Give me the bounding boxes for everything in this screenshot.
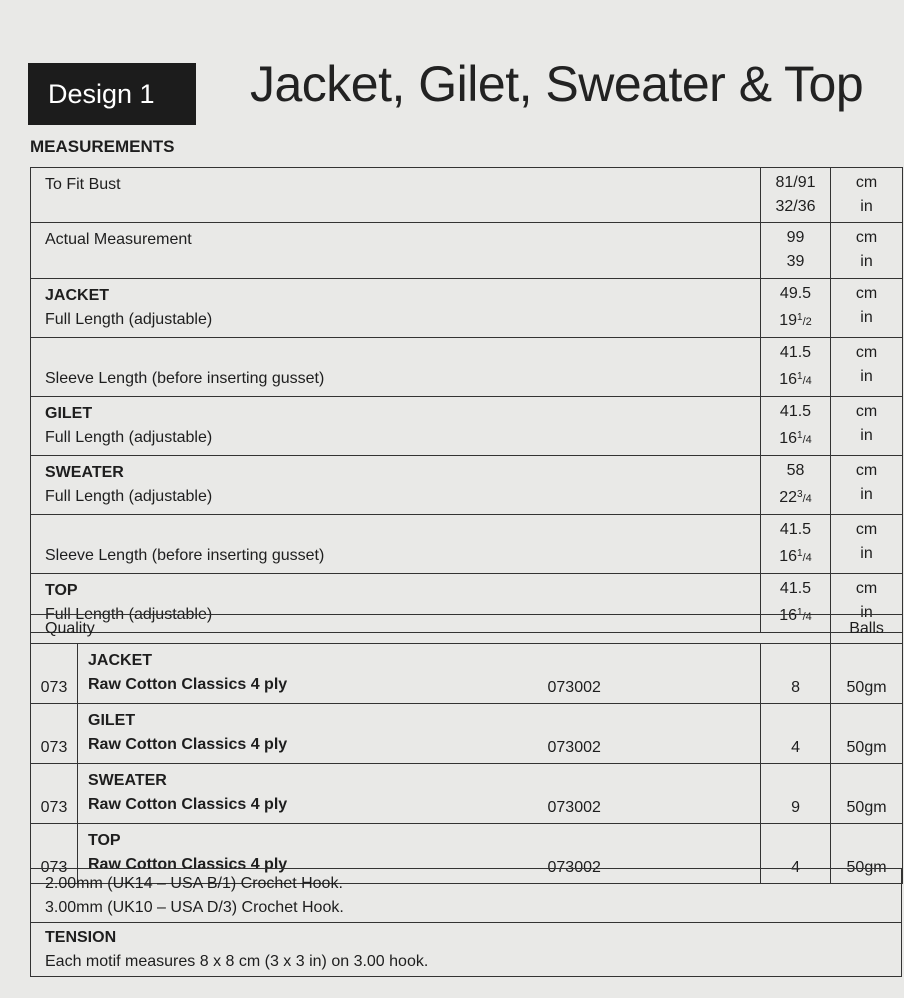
group-heading: SWEATER [45,464,124,481]
measurement-label: Full Length (adjustable) [45,311,213,328]
yarn-name: Raw Cotton Classics 4 ply [88,796,288,813]
value-in: 39 [786,253,805,270]
value-in: $19^1/2$ [779,312,812,329]
unit-in: in [860,198,873,215]
design-badge: Design 1 [28,63,196,125]
value-cm: 41.5 [779,403,812,420]
yarn-name: Raw Cotton Classics 4 ply [88,676,288,693]
unit-cm: cm [855,403,878,420]
value-cm: 41.5 [779,344,812,361]
measurement-label: Sleeve Length (before inserting gusset) [45,547,325,564]
value-in: $16^1/4$ [779,371,812,388]
measurement-row [31,456,903,515]
value-in: $16^1/4$ [779,607,812,624]
shade-code: 073002 [548,704,761,764]
unit-cm: cm [855,521,878,538]
yarn-code: 073 [31,644,78,704]
balls-count: 9 [761,764,831,824]
hook-line: 2.00mm (UK14 – USA B/1) Crochet Hook. [45,875,343,892]
measurement-label: Sleeve Length (before inserting gusset) [45,370,325,387]
balls-count: 4 [761,824,831,884]
unit-in: in [860,604,873,621]
quality-header: Quality [31,615,831,644]
measurement-label: To Fit Bust [45,176,121,193]
group-heading: TOP [88,832,121,849]
value-cm: 99 [786,229,805,246]
group-heading: TOP [45,582,78,599]
quality-header-row [31,615,903,644]
unit-cm: cm [855,229,878,246]
unit-cm: cm [855,344,878,361]
measurement-row [31,515,903,574]
measurements-heading: MEASUREMENTS [30,137,175,156]
group-heading: JACKET [45,287,110,304]
value-cm: 58 [786,462,805,479]
value-in: 32/36 [775,198,816,215]
yarn-code: 073 [31,764,78,824]
unit-in: in [860,368,873,385]
measurement-row [31,397,903,456]
unit-in: in [860,253,873,270]
measurement-label: Actual Measurement [45,231,192,248]
value-cm: 41.5 [779,580,812,597]
hooks-row [31,869,902,923]
tension-heading: TENSION [45,929,117,946]
unit-in: in [860,486,873,503]
value-in: $16^1/4$ [779,548,812,565]
group-heading: GILET [45,405,93,422]
page-title: Jacket, Gilet, Sweater & Top [250,56,864,112]
quality-table [30,614,903,884]
shade-code: 073002 [548,644,761,704]
shade-code: 073002 [548,824,761,884]
hook-line: 3.00mm (UK10 – USA D/3) Crochet Hook. [45,899,344,916]
balls-count: 8 [761,644,831,704]
yarn-name: Raw Cotton Classics 4 ply [88,856,288,873]
ball-weight: 50gm [831,704,903,764]
yarn-code: 073 [31,704,78,764]
ball-weight: 50gm [831,764,903,824]
unit-in: in [860,309,873,326]
balls-header: Balls [831,615,903,644]
measurement-label: Full Length (adjustable) [45,429,213,446]
ball-weight: 50gm [831,824,903,884]
measurements-table [30,167,903,633]
value-cm: 49.5 [779,285,812,302]
measurement-row [31,279,903,338]
value-in: $16^1/4$ [779,430,812,447]
group-heading: GILET [88,712,136,729]
unit-cm: cm [855,580,878,597]
value-cm: 81/91 [775,174,816,191]
notes-table [30,868,902,977]
unit-cm: cm [855,285,878,302]
value-cm: 41.5 [779,521,812,538]
unit-cm: cm [855,174,878,191]
measurement-row [31,338,903,397]
quality-row [31,764,903,824]
group-heading: SWEATER [88,772,167,789]
measurement-row [31,223,903,279]
unit-in: in [860,427,873,444]
balls-count: 4 [761,704,831,764]
measurement-label: Full Length (adjustable) [45,488,213,505]
unit-cm: cm [855,462,878,479]
tension-text: Each motif measures 8 x 8 cm (3 x 3 in) on 3.00 hook. [45,953,429,970]
shade-code: 073002 [548,764,761,824]
unit-in: in [860,545,873,562]
measurement-label: Full Length (adjustable) [45,606,213,623]
tension-row [31,923,902,977]
quality-row [31,644,903,704]
measurement-row [31,168,903,223]
ball-weight: 50gm [831,644,903,704]
yarn-code: 073 [31,824,78,884]
value-in: $22^3/4$ [779,489,812,506]
quality-row [31,704,903,764]
group-heading: JACKET [88,652,153,669]
yarn-name: Raw Cotton Classics 4 ply [88,736,288,753]
